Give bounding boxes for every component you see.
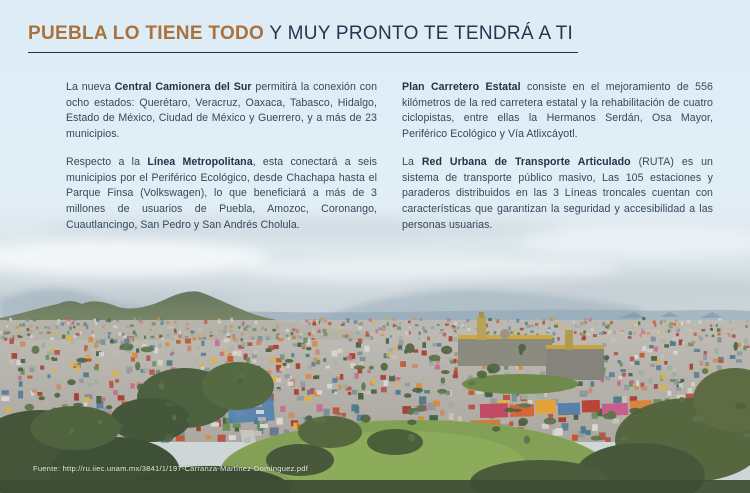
page-content bbox=[0, 0, 750, 246]
source-citation: Fuente: http://ru.iiec.unam.mx/3841/1/197-Carranza-Martínez-Domínguez.pdf bbox=[33, 464, 309, 473]
text-columns bbox=[66, 80, 714, 246]
paragraph-central-camionera bbox=[66, 80, 377, 142]
page-title bbox=[0, 0, 750, 45]
title-highlight: PUEBLA LO TIENE TODO bbox=[28, 23, 265, 44]
title-rest: Y MUY PRONTO TE TENDRÁ A TI bbox=[264, 23, 574, 44]
left-column bbox=[66, 80, 377, 246]
paragraph-bold: Línea Metropolitana bbox=[147, 156, 253, 169]
paragraph-bold: Plan Carretero Estatal bbox=[402, 81, 521, 93]
title-underline bbox=[28, 52, 578, 53]
paragraph-bold: Central Camionera del Sur bbox=[114, 81, 252, 93]
paragraph-rest: permitirá la conexión con ocho estados: Querétaro, Veracruz, Oaxaca, Tabasco, Hidalgo, Estado de México, Ciudad de México y Guerrero, y a más de 23 municipios. bbox=[66, 81, 378, 140]
paragraph-rest: (RUTA) es un sistema de transporte público masivo, Las 105 estaciones y paraderos distribuidos en las 3 Líneas troncales cuentan con características que garantizan la seguridad y accesibilidad a las personas usuarias. bbox=[402, 156, 713, 231]
paragraph-plan-carretero bbox=[402, 80, 713, 142]
paragraph-rest: consiste en el mejoramiento de 556 kilómetros de la red carretera estatal y la rehabilitación de cuatro ciclopistas, entre ellas la Hermanos Serdán, Osa Mayor, Periférico Ecológico y Vía Atlixcáyotl. bbox=[402, 81, 713, 140]
paragraph-lead: La bbox=[402, 156, 422, 169]
paragraph-ruta bbox=[402, 155, 713, 233]
paragraph-bold: Red Urbana de Transporte Articulado bbox=[421, 156, 631, 169]
paragraph-lead: La nueva bbox=[66, 81, 115, 93]
paragraph-rest: , esta conectará a seis municipios por el Periférico Ecológico, desde Chachapa hasta el Parque Finsa (Volkswagen), lo que beneficiará a más de 3 millones de usuarios de Puebla, Amozoc, Coronango, Cuautlancingo, San Pedro y San Andrés Cholula. bbox=[66, 156, 377, 231]
right-column bbox=[402, 80, 713, 246]
paragraph-linea-metropolitana bbox=[66, 155, 377, 233]
paragraph-lead: Respecto a la bbox=[66, 156, 148, 169]
bottom-foliage-strip bbox=[0, 480, 750, 493]
